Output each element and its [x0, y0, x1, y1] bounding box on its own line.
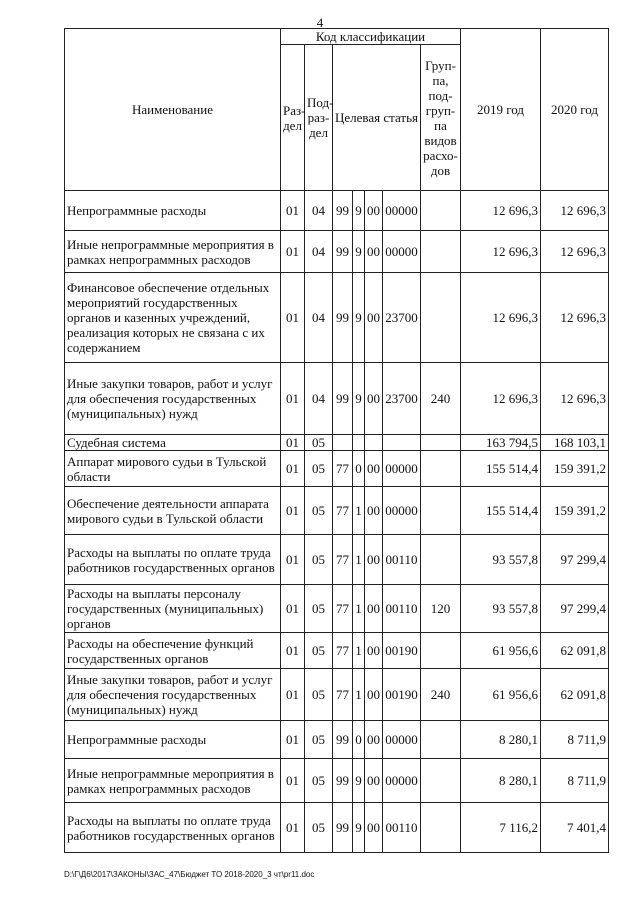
row-expense-type [421, 435, 461, 451]
row-value-2019: 93 557,8 [461, 585, 541, 633]
row-target-main-event: 00 [365, 803, 383, 853]
row-target-subprogram: 9 [353, 803, 365, 853]
row-target-main-event: 00 [365, 363, 383, 435]
header-year-2020: 2020 год [541, 29, 609, 191]
row-name: Расходы на выплаты по оплате труда работников государственных органов [65, 535, 281, 585]
row-value-2020: 8 711,9 [541, 759, 609, 803]
row-value-2020: 12 696,3 [541, 191, 609, 231]
row-target-direction: 00000 [383, 231, 421, 273]
row-value-2020: 8 711,9 [541, 721, 609, 759]
row-name: Обеспечение деятельности аппарата мирового судьи в Тульской области [65, 487, 281, 535]
row-target-subprogram: 0 [353, 451, 365, 487]
row-target-main-event: 00 [365, 451, 383, 487]
row-expense-type [421, 803, 461, 853]
row-name: Расходы на обеспечение функций государственных органов [65, 633, 281, 669]
row-subsection: 04 [305, 363, 333, 435]
row-expense-type: 120 [421, 585, 461, 633]
row-value-2020: 62 091,8 [541, 669, 609, 721]
row-section: 01 [281, 451, 305, 487]
row-subsection: 05 [305, 487, 333, 535]
row-expense-type [421, 759, 461, 803]
row-target-subprogram: 1 [353, 585, 365, 633]
row-target-direction: 00190 [383, 669, 421, 721]
row-target-program: 77 [333, 451, 353, 487]
table-row [65, 191, 609, 231]
row-target-program: 77 [333, 669, 353, 721]
row-subsection: 05 [305, 759, 333, 803]
row-target-subprogram: 1 [353, 669, 365, 721]
row-target-subprogram: 1 [353, 633, 365, 669]
row-value-2019: 8 280,1 [461, 721, 541, 759]
row-value-2019: 163 794,5 [461, 435, 541, 451]
row-value-2019: 61 956,6 [461, 633, 541, 669]
row-section: 01 [281, 435, 305, 451]
row-target-direction: 00110 [383, 803, 421, 853]
row-section: 01 [281, 231, 305, 273]
row-target-subprogram: 9 [353, 759, 365, 803]
row-target-direction: 00000 [383, 191, 421, 231]
row-value-2020: 62 091,8 [541, 633, 609, 669]
row-name: Судебная система [65, 435, 281, 451]
row-value-2020: 159 391,2 [541, 487, 609, 535]
row-target-main-event: 00 [365, 759, 383, 803]
row-target-subprogram: 0 [353, 721, 365, 759]
table-row [65, 273, 609, 363]
row-value-2019: 155 514,4 [461, 487, 541, 535]
header-section: Раз- дел [281, 45, 305, 191]
row-expense-type [421, 633, 461, 669]
row-target-direction: 00110 [383, 585, 421, 633]
row-section: 01 [281, 487, 305, 535]
row-subsection: 05 [305, 585, 333, 633]
row-target-main-event: 00 [365, 191, 383, 231]
row-subsection: 05 [305, 451, 333, 487]
table-row [65, 585, 609, 633]
row-subsection: 04 [305, 231, 333, 273]
row-value-2019: 12 696,3 [461, 191, 541, 231]
row-target-main-event: 00 [365, 273, 383, 363]
row-target-direction: 23700 [383, 273, 421, 363]
row-name: Расходы на выплаты персоналу государственных (муниципальных) органов [65, 585, 281, 633]
row-target-direction: 00000 [383, 487, 421, 535]
row-target-program: 77 [333, 585, 353, 633]
table-row [65, 803, 609, 853]
row-target-main-event: 00 [365, 535, 383, 585]
row-target-direction: 00000 [383, 759, 421, 803]
row-name: Иные непрограммные мероприятия в рамках непрограммных расходов [65, 759, 281, 803]
row-section: 01 [281, 191, 305, 231]
row-section: 01 [281, 535, 305, 585]
row-target-main-event: 00 [365, 487, 383, 535]
row-subsection: 05 [305, 721, 333, 759]
header-expense-group: Груп- па, под- груп- па видов расхо- дов [421, 45, 461, 191]
header-row [65, 29, 609, 45]
row-name: Расходы на выплаты по оплате труда работников государственных органов [65, 803, 281, 853]
row-value-2019: 12 696,3 [461, 273, 541, 363]
table-row [65, 231, 609, 273]
row-value-2019: 7 116,2 [461, 803, 541, 853]
row-name: Иные закупки товаров, работ и услуг для обеспечения государственных (муниципальных) нужд [65, 669, 281, 721]
row-section: 01 [281, 585, 305, 633]
row-target-subprogram: 9 [353, 191, 365, 231]
row-value-2020: 168 103,1 [541, 435, 609, 451]
row-target-subprogram: 9 [353, 273, 365, 363]
row-value-2020: 97 299,4 [541, 585, 609, 633]
row-expense-type [421, 487, 461, 535]
row-target-program: 99 [333, 363, 353, 435]
row-target-direction: 23700 [383, 363, 421, 435]
row-value-2020: 7 401,4 [541, 803, 609, 853]
page-number: 4 [316, 15, 324, 30]
row-target-program: 77 [333, 633, 353, 669]
row-name: Иные закупки товаров, работ и услуг для обеспечения государственных (муниципальных) нужд [65, 363, 281, 435]
table-row [65, 535, 609, 585]
row-section: 01 [281, 669, 305, 721]
row-target-program [333, 435, 353, 451]
header-target-article: Целевая статья [333, 45, 421, 191]
row-target-direction: 00190 [383, 633, 421, 669]
table-row [65, 669, 609, 721]
row-section: 01 [281, 721, 305, 759]
row-target-main-event: 00 [365, 585, 383, 633]
row-subsection: 04 [305, 273, 333, 363]
row-expense-type: 240 [421, 669, 461, 721]
header-code-group: Код классификации [281, 29, 461, 45]
row-target-main-event [365, 435, 383, 451]
row-section: 01 [281, 363, 305, 435]
header-name: Наименование [65, 29, 281, 191]
row-target-program: 77 [333, 535, 353, 585]
row-expense-type [421, 231, 461, 273]
row-name: Непрограммные расходы [65, 191, 281, 231]
table-row [65, 721, 609, 759]
row-target-direction: 00000 [383, 451, 421, 487]
row-subsection: 05 [305, 669, 333, 721]
row-section: 01 [281, 273, 305, 363]
file-path-footer: D:\Г\Д6\2017\ЗАКОНЫ\ЗАС_47\Бюджет ТО 2018-2020_3 чт\pr11.doc [64, 870, 315, 879]
row-expense-type: 240 [421, 363, 461, 435]
row-subsection: 05 [305, 803, 333, 853]
row-target-program: 77 [333, 487, 353, 535]
row-target-program: 99 [333, 721, 353, 759]
row-target-program: 99 [333, 231, 353, 273]
row-target-main-event: 00 [365, 231, 383, 273]
row-value-2020: 12 696,3 [541, 363, 609, 435]
table-row [65, 633, 609, 669]
row-target-subprogram: 9 [353, 363, 365, 435]
row-name: Аппарат мирового судьи в Тульской области [65, 451, 281, 487]
row-expense-type [421, 721, 461, 759]
row-name: Непрограммные расходы [65, 721, 281, 759]
row-target-program: 99 [333, 759, 353, 803]
row-name: Иные непрограммные мероприятия в рамках непрограммных расходов [65, 231, 281, 273]
row-value-2019: 12 696,3 [461, 363, 541, 435]
row-target-program: 99 [333, 803, 353, 853]
row-section: 01 [281, 803, 305, 853]
row-value-2019: 93 557,8 [461, 535, 541, 585]
row-value-2020: 159 391,2 [541, 451, 609, 487]
row-target-direction [383, 435, 421, 451]
row-value-2019: 12 696,3 [461, 231, 541, 273]
row-target-main-event: 00 [365, 669, 383, 721]
row-target-direction: 00110 [383, 535, 421, 585]
row-expense-type [421, 535, 461, 585]
row-expense-type [421, 191, 461, 231]
row-target-program: 99 [333, 273, 353, 363]
row-value-2020: 12 696,3 [541, 273, 609, 363]
row-target-main-event: 00 [365, 633, 383, 669]
row-value-2020: 12 696,3 [541, 231, 609, 273]
row-target-main-event: 00 [365, 721, 383, 759]
table-row [65, 487, 609, 535]
row-subsection: 05 [305, 435, 333, 451]
row-subsection: 04 [305, 191, 333, 231]
row-target-subprogram [353, 435, 365, 451]
table-row [65, 759, 609, 803]
row-value-2020: 97 299,4 [541, 535, 609, 585]
row-target-program: 99 [333, 191, 353, 231]
row-subsection: 05 [305, 633, 333, 669]
row-target-subprogram: 1 [353, 535, 365, 585]
table-row [65, 435, 609, 451]
row-subsection: 05 [305, 535, 333, 585]
header-subsection: Под- раз- дел [305, 45, 333, 191]
row-target-subprogram: 1 [353, 487, 365, 535]
row-target-direction: 00000 [383, 721, 421, 759]
row-expense-type [421, 273, 461, 363]
table-row [65, 451, 609, 487]
table-row [65, 363, 609, 435]
row-target-subprogram: 9 [353, 231, 365, 273]
budget-table [64, 28, 609, 853]
header-year-2019: 2019 год [461, 29, 541, 191]
row-value-2019: 8 280,1 [461, 759, 541, 803]
row-value-2019: 155 514,4 [461, 451, 541, 487]
row-value-2019: 61 956,6 [461, 669, 541, 721]
row-section: 01 [281, 759, 305, 803]
row-expense-type [421, 451, 461, 487]
row-section: 01 [281, 633, 305, 669]
row-name: Финансовое обеспечение отдельных мероприятий государственных органов и казенных учреждений, реализация которых не связана с их содержанием [65, 273, 281, 363]
